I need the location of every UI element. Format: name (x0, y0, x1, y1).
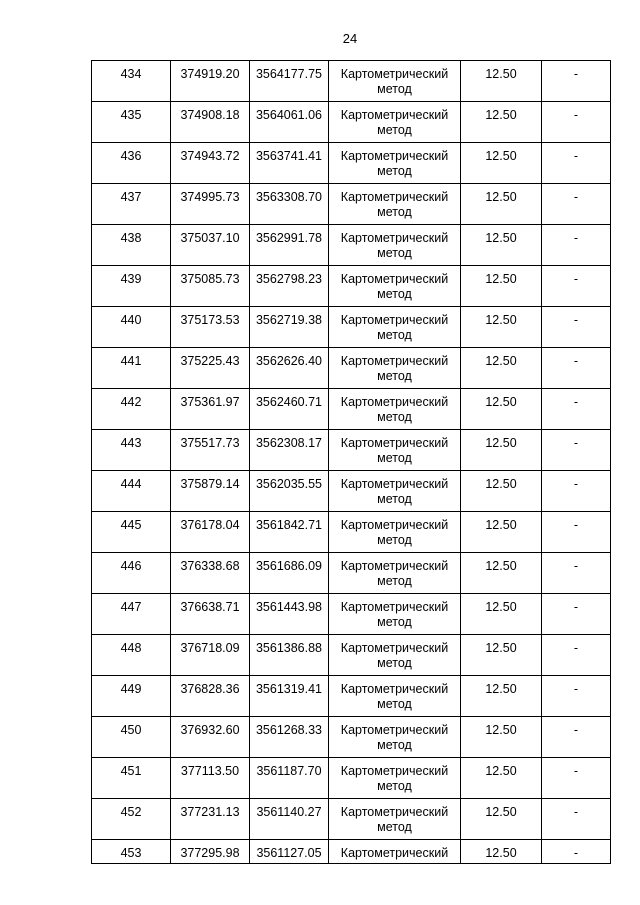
x-coordinate-cell (171, 717, 250, 758)
point-number-cell-text: 438 (120, 231, 142, 245)
point-number-cell (92, 717, 171, 758)
y-coordinate-cell-text: 3561443.98 (255, 600, 323, 614)
method-cell (329, 471, 461, 512)
point-number-cell (92, 799, 171, 840)
point-number-cell (92, 307, 171, 348)
x-coordinate-cell-text: 376932.60 (180, 723, 240, 737)
table-row (92, 799, 611, 840)
point-number-cell-text: 451 (120, 764, 142, 778)
method-cell (329, 553, 461, 594)
table-row (92, 348, 611, 389)
method-cell-text: Картометрический метод (340, 805, 449, 834)
y-coordinate-cell-text: 3564177.75 (255, 67, 323, 81)
method-cell (329, 348, 461, 389)
point-number-cell-text: 440 (120, 313, 142, 327)
accuracy-cell-text: 12.50 (485, 600, 517, 614)
point-number-cell-text: 442 (120, 395, 142, 409)
accuracy-cell-text: 12.50 (485, 641, 517, 655)
method-cell (329, 143, 461, 184)
y-coordinate-cell (250, 676, 329, 717)
x-coordinate-cell-text: 375517.73 (180, 436, 240, 450)
point-number-cell-text: 434 (120, 67, 142, 81)
point-number-cell (92, 840, 171, 864)
point-number-cell-text: 444 (120, 477, 142, 491)
accuracy-cell-text: 12.50 (485, 313, 517, 327)
accuracy-cell (461, 61, 542, 102)
method-cell-text: Картометрический (340, 846, 449, 860)
accuracy-cell (461, 102, 542, 143)
y-coordinate-cell (250, 225, 329, 266)
y-coordinate-cell (250, 266, 329, 307)
x-coordinate-cell (171, 61, 250, 102)
description-cell-text: - (573, 559, 579, 573)
accuracy-cell (461, 840, 542, 864)
accuracy-cell-text: 12.50 (485, 805, 517, 819)
accuracy-cell-text: 12.50 (485, 149, 517, 163)
table-row (92, 471, 611, 512)
accuracy-cell-text: 12.50 (485, 764, 517, 778)
y-coordinate-cell-text: 3562035.55 (255, 477, 323, 491)
point-number-cell-text: 452 (120, 805, 142, 819)
method-cell (329, 102, 461, 143)
x-coordinate-cell (171, 307, 250, 348)
y-coordinate-cell (250, 184, 329, 225)
y-coordinate-cell (250, 635, 329, 676)
method-cell (329, 61, 461, 102)
point-number-cell-text: 439 (120, 272, 142, 286)
point-number-cell (92, 594, 171, 635)
description-cell-text: - (573, 723, 579, 737)
x-coordinate-cell (171, 471, 250, 512)
accuracy-cell (461, 553, 542, 594)
accuracy-cell-text: 12.50 (485, 559, 517, 573)
description-cell (542, 348, 611, 389)
method-cell-text: Картометрический метод (340, 313, 449, 342)
y-coordinate-cell (250, 512, 329, 553)
description-cell-text: - (573, 395, 579, 409)
description-cell-text: - (573, 67, 579, 81)
point-number-cell (92, 471, 171, 512)
point-number-cell (92, 389, 171, 430)
point-number-cell (92, 512, 171, 553)
y-coordinate-cell-text: 3563741.41 (255, 149, 323, 163)
description-cell-text: - (573, 108, 579, 122)
point-number-cell-text: 448 (120, 641, 142, 655)
accuracy-cell (461, 184, 542, 225)
x-coordinate-cell (171, 512, 250, 553)
accuracy-cell (461, 430, 542, 471)
table-row (92, 143, 611, 184)
y-coordinate-cell-text: 3562798.23 (255, 272, 323, 286)
x-coordinate-cell (171, 799, 250, 840)
x-coordinate-cell (171, 266, 250, 307)
accuracy-cell (461, 717, 542, 758)
x-coordinate-cell-text: 374919.20 (180, 67, 240, 81)
table-row (92, 840, 611, 864)
table-row (92, 102, 611, 143)
point-number-cell-text: 436 (120, 149, 142, 163)
x-coordinate-cell-text: 377231.13 (180, 805, 240, 819)
point-number-cell (92, 61, 171, 102)
description-cell (542, 61, 611, 102)
accuracy-cell (461, 594, 542, 635)
y-coordinate-cell (250, 717, 329, 758)
description-cell-text: - (573, 518, 579, 532)
y-coordinate-cell-text: 3562719.38 (255, 313, 323, 327)
description-cell (542, 512, 611, 553)
table-row (92, 512, 611, 553)
method-cell (329, 389, 461, 430)
description-cell (542, 758, 611, 799)
x-coordinate-cell (171, 553, 250, 594)
method-cell (329, 635, 461, 676)
point-number-cell-text: 449 (120, 682, 142, 696)
y-coordinate-cell (250, 307, 329, 348)
point-number-cell-text: 435 (120, 108, 142, 122)
description-cell (542, 799, 611, 840)
accuracy-cell-text: 12.50 (485, 477, 517, 491)
y-coordinate-cell-text: 3561140.27 (256, 805, 322, 819)
table-row (92, 61, 611, 102)
accuracy-cell-text: 12.50 (485, 231, 517, 245)
y-coordinate-cell (250, 61, 329, 102)
table-row (92, 758, 611, 799)
description-cell-text: - (573, 764, 579, 778)
x-coordinate-cell-text: 375361.97 (180, 395, 240, 409)
y-coordinate-cell-text: 3562991.78 (255, 231, 323, 245)
accuracy-cell (461, 266, 542, 307)
point-number-cell (92, 143, 171, 184)
accuracy-cell-text: 12.50 (485, 354, 517, 368)
method-cell-text: Картометрический метод (340, 67, 449, 96)
method-cell (329, 676, 461, 717)
accuracy-cell (461, 512, 542, 553)
method-cell (329, 840, 461, 864)
table-row (92, 676, 611, 717)
method-cell-text: Картометрический метод (340, 600, 449, 629)
method-cell-text: Картометрический метод (340, 682, 449, 711)
description-cell (542, 102, 611, 143)
table-row (92, 717, 611, 758)
x-coordinate-cell (171, 676, 250, 717)
x-coordinate-cell-text: 375879.14 (180, 477, 240, 491)
description-cell (542, 184, 611, 225)
y-coordinate-cell-text: 3564061.06 (255, 108, 323, 122)
x-coordinate-cell-text: 375037.10 (180, 231, 240, 245)
y-coordinate-cell-text: 3562460.71 (255, 395, 323, 409)
accuracy-cell (461, 799, 542, 840)
method-cell (329, 225, 461, 266)
y-coordinate-cell (250, 758, 329, 799)
y-coordinate-cell (250, 143, 329, 184)
method-cell (329, 512, 461, 553)
accuracy-cell (461, 635, 542, 676)
description-cell-text: - (573, 846, 579, 860)
y-coordinate-cell (250, 389, 329, 430)
description-cell (542, 266, 611, 307)
x-coordinate-cell (171, 758, 250, 799)
accuracy-cell (461, 225, 542, 266)
y-coordinate-cell-text: 3561386.88 (255, 641, 323, 655)
method-cell-text: Картометрический метод (340, 108, 449, 137)
x-coordinate-cell-text: 376828.36 (180, 682, 240, 696)
method-cell-text: Картометрический метод (340, 436, 449, 465)
x-coordinate-cell (171, 840, 250, 864)
accuracy-cell-text: 12.50 (485, 846, 517, 860)
accuracy-cell-text: 12.50 (485, 436, 517, 450)
method-cell-text: Картометрический метод (340, 559, 449, 588)
method-cell-text: Картометрический метод (340, 395, 449, 424)
y-coordinate-cell-text: 3562308.17 (255, 436, 323, 450)
x-coordinate-cell (171, 348, 250, 389)
accuracy-cell-text: 12.50 (485, 67, 517, 81)
point-number-cell (92, 758, 171, 799)
method-cell-text: Картометрический метод (340, 641, 449, 670)
table-row (92, 553, 611, 594)
point-number-cell (92, 225, 171, 266)
description-cell-text: - (573, 477, 579, 491)
table-row (92, 430, 611, 471)
point-number-cell (92, 348, 171, 389)
x-coordinate-cell (171, 594, 250, 635)
x-coordinate-cell-text: 374995.73 (180, 190, 240, 204)
y-coordinate-cell-text: 3561127.05 (256, 846, 322, 860)
x-coordinate-cell-text: 376178.04 (180, 518, 240, 532)
description-cell (542, 471, 611, 512)
x-coordinate-cell-text: 377295.98 (180, 846, 240, 860)
method-cell-text: Картометрический метод (340, 518, 449, 547)
method-cell (329, 184, 461, 225)
table-row (92, 389, 611, 430)
description-cell-text: - (573, 190, 579, 204)
x-coordinate-cell (171, 430, 250, 471)
point-number-cell (92, 266, 171, 307)
table-row (92, 225, 611, 266)
method-cell (329, 799, 461, 840)
accuracy-cell-text: 12.50 (485, 395, 517, 409)
description-cell (542, 594, 611, 635)
accuracy-cell (461, 389, 542, 430)
y-coordinate-cell (250, 102, 329, 143)
description-cell-text: - (573, 149, 579, 163)
y-coordinate-cell-text: 3563308.70 (255, 190, 323, 204)
point-number-cell (92, 430, 171, 471)
table-row (92, 594, 611, 635)
description-cell (542, 307, 611, 348)
y-coordinate-cell (250, 553, 329, 594)
description-cell-text: - (573, 231, 579, 245)
y-coordinate-cell (250, 348, 329, 389)
y-coordinate-cell (250, 594, 329, 635)
table-row (92, 266, 611, 307)
description-cell (542, 635, 611, 676)
accuracy-cell-text: 12.50 (485, 108, 517, 122)
x-coordinate-cell (171, 102, 250, 143)
point-number-cell-text: 446 (120, 559, 142, 573)
accuracy-cell (461, 348, 542, 389)
point-number-cell-text: 453 (120, 846, 142, 860)
x-coordinate-cell (171, 225, 250, 266)
accuracy-cell-text: 12.50 (485, 190, 517, 204)
method-cell-text: Картометрический метод (340, 764, 449, 793)
y-coordinate-cell-text: 3561319.41 (255, 682, 323, 696)
accuracy-cell (461, 676, 542, 717)
description-cell-text: - (573, 272, 579, 286)
method-cell-text: Картометрический метод (340, 354, 449, 383)
method-cell-text: Картометрический метод (340, 477, 449, 506)
table-row (92, 635, 611, 676)
description-cell-text: - (573, 805, 579, 819)
description-cell (542, 143, 611, 184)
x-coordinate-cell (171, 635, 250, 676)
x-coordinate-cell-text: 375225.43 (180, 354, 240, 368)
x-coordinate-cell (171, 184, 250, 225)
method-cell (329, 430, 461, 471)
description-cell (542, 840, 611, 864)
accuracy-cell (461, 471, 542, 512)
description-cell-text: - (573, 354, 579, 368)
accuracy-cell-text: 12.50 (485, 518, 517, 532)
table-row (92, 184, 611, 225)
x-coordinate-cell (171, 389, 250, 430)
method-cell-text: Картометрический метод (340, 190, 449, 219)
description-cell-text: - (573, 682, 579, 696)
method-cell (329, 594, 461, 635)
point-number-cell (92, 553, 171, 594)
method-cell-text: Картометрический метод (340, 149, 449, 178)
description-cell-text: - (573, 600, 579, 614)
y-coordinate-cell-text: 3562626.40 (255, 354, 323, 368)
y-coordinate-cell-text: 3561268.33 (255, 723, 323, 737)
point-number-cell (92, 676, 171, 717)
x-coordinate-cell-text: 374908.18 (180, 108, 240, 122)
point-number-cell (92, 635, 171, 676)
x-coordinate-cell-text: 375173.53 (180, 313, 240, 327)
y-coordinate-cell-text: 3561686.09 (255, 559, 323, 573)
method-cell (329, 307, 461, 348)
description-cell (542, 430, 611, 471)
accuracy-cell (461, 307, 542, 348)
description-cell-text: - (573, 313, 579, 327)
x-coordinate-cell-text: 374943.72 (180, 149, 240, 163)
accuracy-cell-text: 12.50 (485, 272, 517, 286)
description-cell (542, 717, 611, 758)
point-number-cell-text: 450 (120, 723, 142, 737)
method-cell-text: Картометрический метод (340, 723, 449, 752)
y-coordinate-cell (250, 840, 329, 864)
accuracy-cell-text: 12.50 (485, 723, 517, 737)
table-row (92, 307, 611, 348)
y-coordinate-cell (250, 471, 329, 512)
point-number-cell-text: 445 (120, 518, 142, 532)
accuracy-cell (461, 143, 542, 184)
coordinates-table-body (92, 61, 611, 864)
coordinates-table (91, 60, 611, 864)
method-cell (329, 266, 461, 307)
description-cell (542, 389, 611, 430)
method-cell (329, 717, 461, 758)
x-coordinate-cell (171, 143, 250, 184)
y-coordinate-cell (250, 799, 329, 840)
x-coordinate-cell-text: 376338.68 (180, 559, 240, 573)
x-coordinate-cell-text: 375085.73 (180, 272, 240, 286)
description-cell-text: - (573, 436, 579, 450)
point-number-cell (92, 102, 171, 143)
description-cell (542, 676, 611, 717)
description-cell-text: - (573, 641, 579, 655)
point-number-cell (92, 184, 171, 225)
point-number-cell-text: 443 (120, 436, 142, 450)
page-number: 24 (342, 31, 358, 46)
accuracy-cell (461, 758, 542, 799)
y-coordinate-cell-text: 3561187.70 (256, 764, 322, 778)
method-cell-text: Картометрический метод (340, 272, 449, 301)
description-cell (542, 553, 611, 594)
y-coordinate-cell-text: 3561842.71 (255, 518, 323, 532)
description-cell (542, 225, 611, 266)
x-coordinate-cell-text: 377113.50 (180, 764, 240, 778)
accuracy-cell-text: 12.50 (485, 682, 517, 696)
point-number-cell-text: 447 (120, 600, 142, 614)
point-number-cell-text: 441 (120, 354, 142, 368)
x-coordinate-cell-text: 376718.09 (180, 641, 240, 655)
point-number-cell-text: 437 (120, 190, 142, 204)
x-coordinate-cell-text: 376638.71 (180, 600, 240, 614)
y-coordinate-cell (250, 430, 329, 471)
method-cell (329, 758, 461, 799)
method-cell-text: Картометрический метод (340, 231, 449, 260)
